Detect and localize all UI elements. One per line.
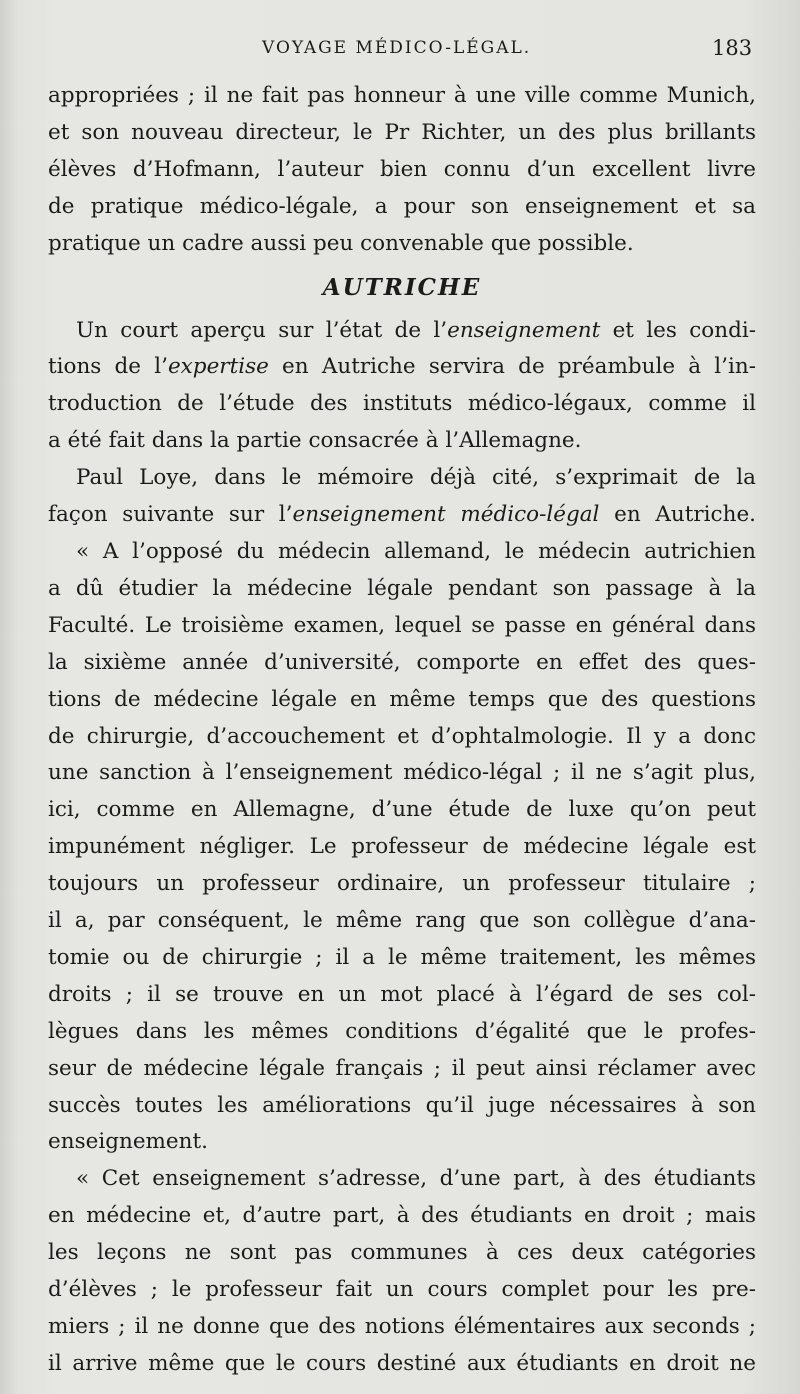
text-line [48,349,756,386]
text-run: et les condi- [600,317,756,343]
text-line: succès toutes les améliorations qu’il juge nécessaires à son [48,1092,756,1118]
paragraph-3 [48,460,756,534]
paragraph-2 [48,313,756,461]
text-run: tions de l’ [48,354,168,380]
text-line: les leçons ne sont pas communes à ces deux catégories [48,1240,756,1266]
text-run: en Autriche servira de préambule à l’in- [268,354,756,380]
italic-term: enseignement médico-légal [292,502,600,528]
italic-term: enseignement [447,317,601,343]
text-line: miers ; il ne donne que des notions élémentaires aux seconds ; [48,1314,756,1339]
text-line: tomie ou de chirurgie ; il a le même traitement, les mêmes [48,944,756,970]
text-line: il a, par conséquent, le même rang que son collègue d’ana- [48,908,756,934]
text-run: Un court aperçu sur l’état de l’ [76,317,448,343]
section-heading: AUTRICHE [322,273,482,301]
text-line: ici, comme en Allemagne, d’une étude de luxe qu’on peut [48,797,756,823]
text-line: droits ; il se trouve en un mot placé à l’égard de ses col- [48,981,756,1007]
text-line: en médecine et, d’autre part, à des étudiants en droit ; mais [48,1203,756,1229]
text-line: enseignement. [48,1129,208,1155]
text-line: appropriées ; il ne fait pas honneur à une ville comme Munich, [48,83,756,108]
text-line: « A l’opposé du médecin allemand, le médecin autrichien [76,538,756,564]
text-line: élèves d’Hofmann, l’auteur bien connu d’un excellent livre [48,156,756,182]
text-line: impunément négliger. Le professeur de médecine légale est [48,834,756,860]
paragraph-5 [48,1161,756,1382]
italic-term: expertise [167,354,269,380]
text-run: façon suivante sur l’ [48,502,293,528]
page-number: 183 [712,36,753,60]
text-line: d’élèves ; le professeur fait un cours complet pour les pre- [48,1277,756,1303]
text-line: Paul Loye, dans le mémoire déjà cité, s’exprimait de la [76,465,756,491]
text-line: « Cet enseignement s’adresse, d’une part, à des étudiants [76,1166,756,1192]
text-line: la sixième année d’université, comporte en effet des ques- [48,649,756,675]
text-line: pratique un cadre aussi peu convenable que possible. [48,230,634,256]
text-line: de pratique médico-légale, a pour son enseignement et sa [48,193,756,219]
paragraph-4 [48,534,756,1161]
text-line [48,313,756,350]
text-run: en Autriche. [599,502,757,528]
text-line [48,497,756,534]
text-line: troduction de l’étude des instituts médico-légaux, comme il [48,391,756,417]
text-line: et son nouveau directeur, le Pr Richter, un des plus brillants [48,119,756,145]
text-line: une sanction à l’enseignement médico-légal ; il ne s’agit plus, [48,760,756,786]
text-line: il arrive même que le cours destiné aux étudiants en droit ne [48,1350,756,1376]
text-line: seur de médecine légale français ; il peut ainsi réclamer avec [48,1055,756,1081]
text-line: Faculté. Le troisième examen, lequel se passe en général dans [48,612,756,638]
text-line: a dû étudier la médecine légale pendant son passage à la [48,575,756,601]
text-line: lègues dans les mêmes conditions d’égalité que le profes- [48,1018,756,1044]
text-line: tions de médecine légale en même temps que des questions [48,686,756,712]
text-line: toujours un professeur ordinaire, un professeur titulaire ; [48,871,756,897]
paragraph-1 [48,78,756,263]
running-title: VOYAGE MÉDICO-LÉGAL. [262,38,532,58]
text-line: a été fait dans la partie consacrée à l’Allemagne. [48,428,582,454]
page-body [48,78,756,1383]
text-line: de chirurgie, d’accouchement et d’ophtalmologie. Il y a donc [48,723,756,749]
